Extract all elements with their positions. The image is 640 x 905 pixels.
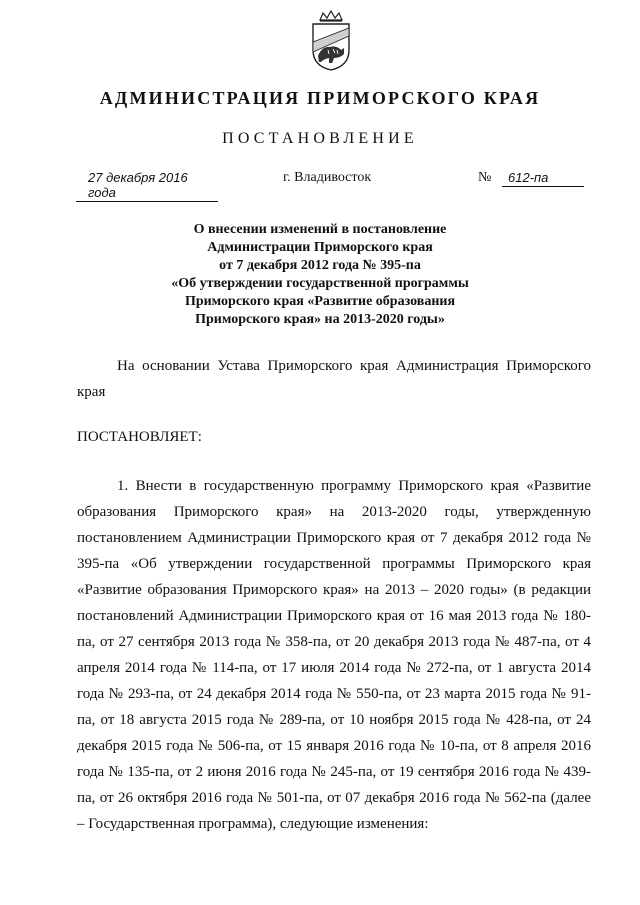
coat-of-arms-icon bbox=[308, 10, 354, 72]
title-line: от 7 декабря 2012 года № 395-па bbox=[219, 258, 421, 273]
document-city: г. Владивосток bbox=[283, 170, 372, 185]
title-line: Приморского края «Развитие образования bbox=[184, 294, 456, 309]
title-line: Приморского края» на 2013-2020 годы» bbox=[195, 312, 445, 327]
document-number: 612-па bbox=[502, 170, 584, 187]
organization-name: АДМИНИСТРАЦИЯ ПРИМОРСКОГО КРАЯ bbox=[99, 88, 541, 108]
document-title bbox=[0, 221, 640, 329]
preamble-paragraph: На основании Устава Приморского края Администрация Приморского края bbox=[77, 358, 591, 400]
title-line: «Об утверждении государственной программы bbox=[171, 276, 469, 291]
title-line: Администрации Приморского края bbox=[207, 240, 433, 255]
clause-1-paragraph: 1. Внести в государственную программу Приморского края «Развитие образования Приморского края» на 2013-2020 годы, утвержденную постановлением Администрации Приморского края от 7 декабря 2012 года № 395-па «Об утверждении государственной программы Приморского края «Развитие образования Приморского края» на 2013 – 2020 годы» (в редакции постановлений Администрации Приморского края от 16 мая 2013 года № 180-па, от 27 сентября 2013 года № 358-па, от 20 декабря 2013 года № 487-па, от 4 апреля 2014 года № 114-па, от 17 июля 2014 года № 272-па, от 1 августа 2014 года № 293-па, от 24 декабря 2014 года № 550-па, от 23 марта 2015 года № 91-па, от 18 августа 2015 года № 289-па, от 10 ноября 2015 года № 428-па, от 24 декабря 2015 года № 506-па, от 15 января 2016 года № 10-па, от 8 апреля 2016 года № 135-па, от 2 июня 2016 года № 245-па, от 19 сентября 2016 года № 439-па, от 26 октября 2016 года № 501-па, от 07 декабря 2016 года № 562-па (далее – Государственная программа), следующие изменения: bbox=[77, 478, 591, 832]
document-number-label: № bbox=[478, 170, 492, 185]
document-type: ПОСТАНОВЛЕНИЕ bbox=[222, 130, 418, 147]
title-line: О внесении изменений в постановление bbox=[193, 222, 447, 237]
document-date: 27 декабря 2016 года bbox=[76, 170, 218, 202]
resolves-heading: ПОСТАНОВЛЯЕТ: bbox=[77, 429, 202, 445]
